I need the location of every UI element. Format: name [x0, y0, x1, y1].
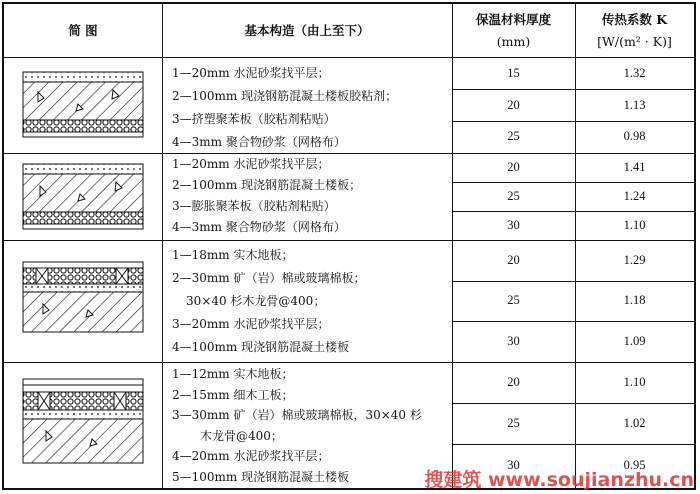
header-divider [4, 57, 694, 58]
k-value: 1.13 [623, 98, 646, 112]
k-value: 1.29 [623, 253, 646, 267]
thickness-value: 30 [507, 218, 520, 232]
thickness-value: 30 [507, 334, 520, 348]
structure-layers: 1—18mm 实木地板； 2—30mm 矿（岩）棉或玻璃棉板； 30×40 杉木龙骨@400； 3—20mm 水泥砂浆找平层； 4—100mm 现浇钢筋混凝土楼板 [172, 248, 366, 354]
k-value: 1.09 [623, 334, 646, 348]
structure-layers: 1—20mm 水泥砂浆找平层； 2—100mm 现浇钢筋混凝土楼板胶粘剂； 3—挤塑聚苯板（胶粘剂粘贴） 4—3mm 聚合物砂浆（网格布） [172, 66, 398, 149]
thickness-value: 20 [507, 253, 520, 267]
structure-layers: 1—20mm 水泥砂浆找平层； 2—100mm 现浇钢筋混凝土楼板； 3—膨胀聚苯板（胶粘剂粘贴） 4—3mm 聚合物砂浆（网格布） [172, 157, 362, 234]
floor-section-diagram [18, 260, 148, 340]
floor-section-diagram [18, 377, 148, 469]
header-k: 传热系数 K [W/(m² · K)] [597, 11, 672, 49]
floor-section-diagram [18, 162, 148, 234]
k-value: 1.32 [623, 66, 646, 80]
thickness-value: 30 [507, 458, 520, 472]
thickness-value: 20 [507, 160, 520, 174]
structure-layers: 1—12mm 实木地板； 2—15mm 细木工板； 3—30mm 矿（岩）棉或玻璃棉板，30×40 杉 木龙骨@400； 4—20mm 水泥砂浆找平层； 5—100mm 现浇钢筋混凝土楼板 [172, 367, 422, 484]
k-value: 1.18 [623, 293, 646, 307]
k-value: 1.41 [623, 160, 646, 174]
k-value: 0.95 [623, 458, 646, 472]
header-diagram: 简 图 [68, 22, 98, 38]
header-thickness: 保温材料厚度 (mm) [475, 11, 551, 49]
k-value: 0.98 [623, 129, 646, 143]
thickness-value: 25 [507, 189, 520, 203]
thickness-value: 20 [507, 98, 520, 112]
thickness-value: 25 [507, 293, 520, 307]
k-value: 1.24 [623, 189, 646, 203]
thickness-value: 15 [507, 66, 520, 80]
row-divider [4, 362, 694, 363]
thickness-value: 25 [507, 129, 520, 143]
watermark: 搜建筑 www.soujianzhu.cn [424, 469, 694, 491]
insulation-table [2, 2, 696, 490]
header-structure: 基本构造（由上至下） [244, 22, 370, 38]
thickness-value: 25 [507, 416, 520, 430]
row-divider [4, 240, 694, 241]
k-value: 1.10 [623, 375, 646, 389]
k-value: 1.02 [623, 416, 646, 430]
k-value: 1.10 [623, 218, 646, 232]
thickness-value: 20 [507, 375, 520, 389]
floor-section-diagram [18, 70, 148, 142]
